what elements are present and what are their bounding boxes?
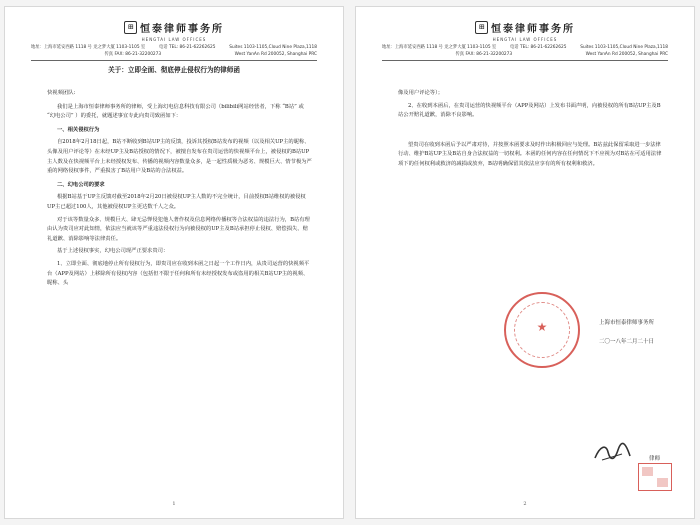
- page-number: 2: [523, 501, 527, 507]
- firm-logo-icon: ⊞: [475, 21, 488, 34]
- section-heading-1: 一、相关侵权行为: [57, 126, 100, 133]
- firm-name-en: HENGTAI LAW OFFICES: [492, 37, 558, 42]
- letter-body-page-1: [47, 89, 313, 292]
- paragraph: 对于该等数量众多、规模巨大、肆无忌惮侵犯他人著作权及信息网络传播权等合法权益的违法行为，B站有理由认为贵司应对此知情，依法应当就该等严重违法侵权行为向被侵权的UP主及B站承担停止侵权、赔偿损失、赔礼道歉、消除影响等法律责任。: [47, 216, 310, 242]
- paragraph: 自2018年2月18日起，B站不断收到B站UP主的反馈，投诉其授权B站发布的视频（以及相关UP主的昵称、头像及用户评论等）在未经UP主及B站授权的情况下，被擅自发布在贵司运营的快视频平台上，被侵权的B站UP主人数及在快视频平台上未经授权发布、传播的视频内容数量众多，是一起性质极为恶劣、规模巨大、情节极为严重的网络侵权事件，严重损害了B站用户及B站的合法权益。: [47, 139, 312, 175]
- tel-number: 电话 TEL: 86-21-62262625: [159, 45, 216, 50]
- page-number: 1: [172, 501, 176, 507]
- firm-name-en: HENGTAI LAW OFFICES: [141, 37, 207, 42]
- paragraph: 基于上述侵权事实，幻电公司现严正要求贵司：: [57, 248, 169, 255]
- letter-title: 关于：立即全面、彻底停止侵权行为的律师函: [108, 66, 240, 74]
- address-en-2: West YanAn Rd 200052, Shanghai PRC: [234, 52, 317, 57]
- lawyer-name-stamp: [638, 463, 672, 491]
- firm-name-cn: 恒泰律师事务所: [140, 24, 224, 35]
- paragraph: 根据B站基于UP主反馈对截至2018年2月20日被侵权UP主人数的不完全统计，目前授权B站维权的被侵权UP主已超过100人，其他被侵权UP主更达数千人之众。: [47, 194, 306, 210]
- seal-star-icon: ★: [536, 320, 548, 334]
- section-heading-2: 二、幻电公司的要求: [57, 181, 105, 188]
- firm-name-cn: 恒泰律师事务所: [491, 24, 575, 35]
- signature-caption: 律师: [648, 456, 660, 462]
- address-cn: 地址：上海市延安西路 1118 号 龙之梦大厦 1103-1105 室: [31, 45, 146, 50]
- fax-number: 传真 FAX: 86-21-32200273: [455, 52, 513, 57]
- tel-number: 电话 TEL: 86-21-62262625: [510, 45, 567, 50]
- firm-seal-stamp: [504, 292, 580, 368]
- salutation: 快视频团队:: [47, 90, 76, 96]
- signing-firm-name: 上海市恒泰律师事务所: [598, 320, 654, 326]
- letter-date: 二〇一八年二月二十日: [598, 339, 654, 345]
- continued-text: 像及用户评论等）；: [398, 90, 444, 96]
- fax-number: 传真 FAX: 86-21-32200273: [104, 52, 162, 57]
- letter-page-2: [355, 6, 695, 519]
- letterhead-logo: [5, 17, 343, 42]
- paragraph: 望贵司在收到本函后予以严肃对待，并按照本函要求及时作出积极回应与处理。B站兹此保留采取进一步法律行动、维护B站UP主及B站自身合法权益的一切权利。本函的任何内容在任何情况下不应视为对B站在可适用法律项下的任何权利或救济的减损或放弃，B站明确保留其依法应享有的所有权利和救济。: [398, 141, 662, 167]
- paragraph: 2、在收到本函后，在贵司运营的快视频平台（APP及网站）上发布书面声明，向被侵权的所有B站UP主及B站公开赔礼道歉，消除不良影响。: [398, 102, 661, 119]
- letterhead-divider: [31, 60, 317, 61]
- address-cn: 地址：上海市延安西路 1118 号 龙之梦大厦 1103-1105 室: [382, 45, 497, 50]
- address-en-2: West YanAn Rd 200052, Shanghai PRC: [585, 52, 668, 57]
- address-en-1: Suites 1103-1105,Cloud Nine Plaza,1118: [580, 45, 668, 50]
- letterhead-logo: [356, 17, 694, 42]
- letter-body-page-2: [398, 89, 664, 173]
- handwritten-signature: [592, 440, 634, 466]
- intro-paragraph: 我们是上海市恒泰律师事务所的律师，受上海幻电信息科技有限公司（bilibili网站经营者，下称 “B站” 或 “幻电公司” ）的委托，就题述事宜专此向贵司致函如下：: [47, 103, 304, 120]
- letterhead-divider: [382, 60, 668, 61]
- letterhead-address: [31, 44, 317, 58]
- letterhead-address: [382, 44, 668, 58]
- paragraph: 1、立即全面、彻底地停止所有侵权行为，即贵司应在收到本函之日起一个工作日内，从贵司运营的快视频平台（APP及网站）上移除所有侵权内容（包括但不限于任何和所有未经授权发布或盗用的相关B站UP主的视频、昵称、头: [47, 260, 310, 287]
- firm-logo-icon: ⊞: [124, 21, 137, 34]
- address-en-1: Suites 1103-1105,Cloud Nine Plaza,1118: [229, 45, 317, 50]
- letter-page-1: [4, 6, 344, 519]
